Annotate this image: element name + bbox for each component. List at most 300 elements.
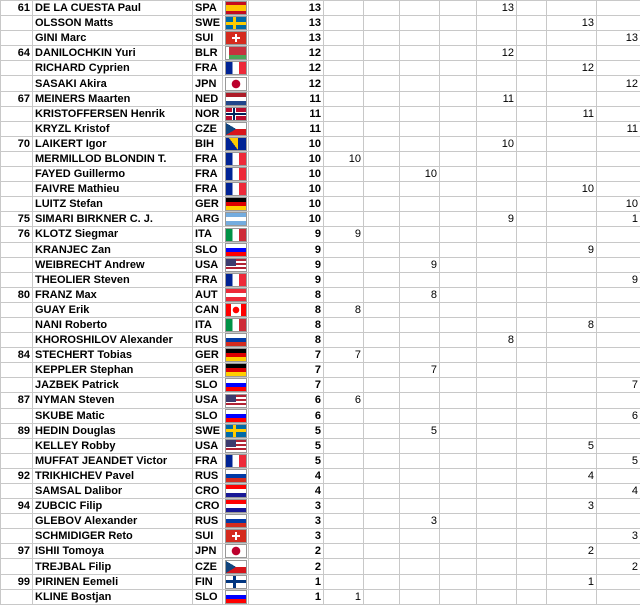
athlete-name-cell: NYMAN Steven [33, 393, 193, 408]
table-row [1, 544, 640, 559]
rank-cell: 67 [1, 91, 33, 106]
race-points-cell [440, 46, 477, 61]
flag-cell [223, 559, 249, 574]
flag-cell [223, 212, 249, 227]
athlete-name-cell: ZUBCIC Filip [33, 499, 193, 514]
race-points-cell [597, 302, 640, 317]
race-points-cell [440, 559, 477, 574]
total-points-cell: 10 [249, 212, 324, 227]
flag-cell [223, 348, 249, 363]
table-row [1, 212, 640, 227]
race-points-cell [400, 136, 440, 151]
race-points-cell [364, 453, 400, 468]
race-points-cell [324, 544, 364, 559]
race-points-cell [477, 348, 517, 363]
race-points-cell [517, 272, 547, 287]
race-points-cell [400, 559, 440, 574]
race-points-cell [364, 499, 400, 514]
race-points-cell [477, 121, 517, 136]
flag-cell [223, 468, 249, 483]
race-points-cell [517, 121, 547, 136]
race-points-cell [597, 16, 640, 31]
flag-jpn-icon [225, 544, 247, 558]
athlete-name-cell: LAIKERT Igor [33, 136, 193, 151]
total-points-cell: 12 [249, 46, 324, 61]
race-points-cell: 1 [597, 212, 640, 227]
race-points-cell [400, 46, 440, 61]
race-points-cell [477, 182, 517, 197]
athlete-name-cell: SKUBE Matic [33, 408, 193, 423]
nation-code-cell: SUI [193, 31, 223, 46]
race-points-cell [517, 197, 547, 212]
race-points-cell [440, 544, 477, 559]
race-points-cell [400, 393, 440, 408]
race-points-cell [597, 61, 640, 76]
total-points-cell: 5 [249, 423, 324, 438]
flag-sui-icon [225, 529, 247, 543]
race-points-cell [364, 529, 400, 544]
athlete-name-cell: FAIVRE Mathieu [33, 182, 193, 197]
race-points-cell [364, 182, 400, 197]
race-points-cell [440, 16, 477, 31]
rank-cell [1, 333, 33, 348]
race-points-cell [440, 197, 477, 212]
nation-code-cell: FRA [193, 272, 223, 287]
rank-cell [1, 182, 33, 197]
table-row [1, 499, 640, 514]
race-points-cell [547, 46, 597, 61]
athlete-name-cell: GLEBOV Alexander [33, 514, 193, 529]
flag-cell [223, 317, 249, 332]
flag-cell [223, 302, 249, 317]
race-points-cell [477, 453, 517, 468]
race-points-cell [477, 529, 517, 544]
race-points-cell [597, 544, 640, 559]
race-points-cell [547, 1, 597, 16]
race-points-cell [440, 408, 477, 423]
race-points-cell [517, 1, 547, 16]
table-row [1, 333, 640, 348]
race-points-cell [517, 453, 547, 468]
race-points-cell [324, 574, 364, 589]
race-points-cell [364, 106, 400, 121]
race-points-cell [517, 544, 547, 559]
race-points-cell [440, 1, 477, 16]
race-points-cell [400, 242, 440, 257]
race-points-cell [324, 46, 364, 61]
race-points-cell [400, 1, 440, 16]
race-points-cell [400, 272, 440, 287]
race-points-cell [324, 212, 364, 227]
race-points-cell [547, 136, 597, 151]
flag-cell [223, 287, 249, 302]
athlete-name-cell: NANI Roberto [33, 317, 193, 332]
nation-code-cell: GER [193, 197, 223, 212]
race-points-cell [547, 559, 597, 574]
nation-code-cell: USA [193, 438, 223, 453]
race-points-cell: 9 [547, 242, 597, 257]
flag-slo-icon [225, 378, 247, 392]
table-row [1, 559, 640, 574]
total-points-cell: 7 [249, 378, 324, 393]
total-points-cell: 1 [249, 589, 324, 604]
rank-cell [1, 242, 33, 257]
table-row [1, 423, 640, 438]
flag-cell [223, 408, 249, 423]
flag-fra-icon [225, 454, 247, 468]
race-points-cell [547, 529, 597, 544]
flag-rus-icon [225, 469, 247, 483]
race-points-cell [547, 121, 597, 136]
race-points-cell [477, 408, 517, 423]
race-points-cell [324, 272, 364, 287]
race-points-cell: 9 [597, 272, 640, 287]
table-row [1, 136, 640, 151]
table-row [1, 182, 640, 197]
flag-swe-icon [225, 16, 247, 30]
race-points-cell [547, 302, 597, 317]
race-points-cell [477, 544, 517, 559]
flag-cell [223, 272, 249, 287]
race-points-cell [364, 302, 400, 317]
table-row [1, 589, 640, 604]
race-points-cell [597, 167, 640, 182]
race-points-cell [597, 136, 640, 151]
race-points-cell [324, 31, 364, 46]
race-points-cell [477, 197, 517, 212]
race-points-cell [324, 423, 364, 438]
total-points-cell: 8 [249, 333, 324, 348]
nation-code-cell: SLO [193, 408, 223, 423]
race-points-cell [597, 438, 640, 453]
flag-arg-icon [225, 212, 247, 226]
race-points-cell: 7 [597, 378, 640, 393]
race-points-cell: 1 [547, 574, 597, 589]
rank-cell [1, 438, 33, 453]
race-points-cell [440, 363, 477, 378]
rank-cell: 64 [1, 46, 33, 61]
nation-code-cell: SWE [193, 16, 223, 31]
flag-usa-icon [225, 258, 247, 272]
flag-ger-icon [225, 348, 247, 362]
flag-ita-icon [225, 318, 247, 332]
race-points-cell [477, 559, 517, 574]
race-points-cell [517, 378, 547, 393]
athlete-name-cell: GINI Marc [33, 31, 193, 46]
race-points-cell [597, 151, 640, 166]
total-points-cell: 5 [249, 438, 324, 453]
rank-cell: 84 [1, 348, 33, 363]
table-row [1, 302, 640, 317]
race-points-cell [400, 302, 440, 317]
flag-can-icon [225, 303, 247, 317]
race-points-cell [547, 227, 597, 242]
flag-cell [223, 1, 249, 16]
flag-cell [223, 484, 249, 499]
race-points-cell [517, 423, 547, 438]
race-points-cell: 9 [400, 257, 440, 272]
race-points-cell [400, 438, 440, 453]
race-points-cell [440, 348, 477, 363]
rank-cell: 87 [1, 393, 33, 408]
race-points-cell [364, 242, 400, 257]
flag-cell [223, 453, 249, 468]
rank-cell [1, 16, 33, 31]
race-points-cell [364, 559, 400, 574]
rank-cell [1, 76, 33, 91]
race-points-cell [400, 31, 440, 46]
nation-code-cell: GER [193, 363, 223, 378]
race-points-cell [517, 167, 547, 182]
race-points-cell [547, 378, 597, 393]
flag-cell [223, 333, 249, 348]
race-points-cell [477, 514, 517, 529]
nation-code-cell: SLO [193, 589, 223, 604]
race-points-cell [517, 514, 547, 529]
flag-jpn-icon [225, 77, 247, 91]
rank-cell [1, 408, 33, 423]
race-points-cell [477, 393, 517, 408]
athlete-name-cell: FAYED Guillermo [33, 167, 193, 182]
table-row [1, 91, 640, 106]
race-points-cell [517, 46, 547, 61]
nation-code-cell: AUT [193, 287, 223, 302]
race-points-cell: 9 [324, 227, 364, 242]
race-points-cell [597, 393, 640, 408]
table-row [1, 272, 640, 287]
race-points-cell [364, 31, 400, 46]
nation-code-cell: GER [193, 348, 223, 363]
flag-sui-icon [225, 31, 247, 45]
flag-slo-icon [225, 243, 247, 257]
total-points-cell: 13 [249, 16, 324, 31]
race-points-cell [440, 212, 477, 227]
rank-cell [1, 302, 33, 317]
race-points-cell [440, 167, 477, 182]
flag-fra-icon [225, 61, 247, 75]
flag-rus-icon [225, 333, 247, 347]
race-points-cell [517, 484, 547, 499]
race-points-cell [364, 317, 400, 332]
race-points-cell [517, 589, 547, 604]
race-points-cell [400, 227, 440, 242]
table-row [1, 151, 640, 166]
race-points-cell [517, 16, 547, 31]
nation-code-cell: SLO [193, 378, 223, 393]
race-points-cell [547, 91, 597, 106]
flag-cell [223, 529, 249, 544]
race-points-cell [547, 589, 597, 604]
race-points-cell [364, 468, 400, 483]
total-points-cell: 11 [249, 106, 324, 121]
race-points-cell [517, 408, 547, 423]
race-points-cell [364, 76, 400, 91]
nation-code-cell: FRA [193, 61, 223, 76]
race-points-cell [597, 106, 640, 121]
race-points-cell [400, 453, 440, 468]
race-points-cell [400, 76, 440, 91]
race-points-cell [517, 151, 547, 166]
nation-code-cell: CRO [193, 499, 223, 514]
total-points-cell: 9 [249, 227, 324, 242]
race-points-cell [400, 408, 440, 423]
total-points-cell: 10 [249, 182, 324, 197]
race-points-cell [477, 378, 517, 393]
athlete-name-cell: KELLEY Robby [33, 438, 193, 453]
rank-cell [1, 378, 33, 393]
race-points-cell [324, 529, 364, 544]
rank-cell: 80 [1, 287, 33, 302]
nation-code-cell: FRA [193, 182, 223, 197]
table-row [1, 61, 640, 76]
race-points-cell: 8 [324, 302, 364, 317]
race-points-cell [547, 408, 597, 423]
table-row [1, 227, 640, 242]
race-points-cell: 3 [597, 529, 640, 544]
race-points-cell: 10 [324, 151, 364, 166]
total-points-cell: 10 [249, 167, 324, 182]
race-points-cell [517, 499, 547, 514]
race-points-cell [477, 438, 517, 453]
total-points-cell: 5 [249, 453, 324, 468]
race-points-cell [547, 333, 597, 348]
race-points-cell [517, 227, 547, 242]
race-points-cell [400, 121, 440, 136]
race-points-cell [324, 317, 364, 332]
rank-cell [1, 514, 33, 529]
race-points-cell [440, 514, 477, 529]
rank-cell: 89 [1, 423, 33, 438]
athlete-name-cell: FRANZ Max [33, 287, 193, 302]
nation-code-cell: BIH [193, 136, 223, 151]
rank-cell [1, 257, 33, 272]
race-points-cell [477, 287, 517, 302]
race-points-cell [517, 61, 547, 76]
race-points-cell [477, 151, 517, 166]
nation-code-cell: SPA [193, 1, 223, 16]
flag-cell [223, 31, 249, 46]
race-points-cell [324, 468, 364, 483]
nation-code-cell: NED [193, 91, 223, 106]
total-points-cell: 9 [249, 257, 324, 272]
race-points-cell [440, 121, 477, 136]
flag-cell [223, 182, 249, 197]
race-points-cell: 12 [547, 61, 597, 76]
race-points-cell [547, 31, 597, 46]
race-points-cell: 13 [597, 31, 640, 46]
total-points-cell: 7 [249, 348, 324, 363]
race-points-cell [517, 76, 547, 91]
total-points-cell: 13 [249, 1, 324, 16]
race-points-cell: 13 [547, 16, 597, 31]
race-points-cell [364, 227, 400, 242]
race-points-cell [477, 76, 517, 91]
race-points-cell [477, 227, 517, 242]
athlete-name-cell: THEOLIER Steven [33, 272, 193, 287]
rank-cell: 94 [1, 499, 33, 514]
race-points-cell [547, 514, 597, 529]
athlete-name-cell: KHOROSHILOV Alexander [33, 333, 193, 348]
race-points-cell [597, 589, 640, 604]
race-points-cell [547, 484, 597, 499]
race-points-cell [477, 106, 517, 121]
race-points-cell [517, 348, 547, 363]
total-points-cell: 11 [249, 121, 324, 136]
race-points-cell [517, 106, 547, 121]
rank-cell: 76 [1, 227, 33, 242]
flag-cell [223, 136, 249, 151]
race-points-cell [477, 484, 517, 499]
total-points-cell: 6 [249, 393, 324, 408]
table-row [1, 46, 640, 61]
race-points-cell [547, 272, 597, 287]
table-row [1, 16, 640, 31]
total-points-cell: 8 [249, 317, 324, 332]
race-points-cell [364, 91, 400, 106]
race-points-cell: 9 [477, 212, 517, 227]
race-points-cell [547, 167, 597, 182]
rank-cell [1, 106, 33, 121]
athlete-name-cell: STECHERT Tobias [33, 348, 193, 363]
race-points-cell [324, 76, 364, 91]
total-points-cell: 7 [249, 363, 324, 378]
race-points-cell [324, 242, 364, 257]
nation-code-cell: USA [193, 393, 223, 408]
table-row [1, 167, 640, 182]
race-points-cell: 10 [477, 136, 517, 151]
flag-cze-icon [225, 122, 247, 136]
race-points-cell [440, 333, 477, 348]
race-points-cell [440, 589, 477, 604]
race-points-cell [517, 287, 547, 302]
athlete-name-cell: SAMSAL Dalibor [33, 484, 193, 499]
race-points-cell [400, 61, 440, 76]
flag-cell [223, 61, 249, 76]
total-points-cell: 3 [249, 529, 324, 544]
flag-usa-icon [225, 394, 247, 408]
race-points-cell [597, 348, 640, 363]
nation-code-cell: CRO [193, 484, 223, 499]
flag-cell [223, 514, 249, 529]
race-points-cell [324, 16, 364, 31]
total-points-cell: 3 [249, 499, 324, 514]
race-points-cell [364, 484, 400, 499]
flag-cell [223, 544, 249, 559]
race-points-cell [324, 287, 364, 302]
race-points-cell [517, 468, 547, 483]
race-points-cell [400, 182, 440, 197]
athlete-name-cell: KLINE Bostjan [33, 589, 193, 604]
table-row [1, 106, 640, 121]
race-points-cell [440, 529, 477, 544]
race-points-cell [324, 559, 364, 574]
race-points-cell [440, 76, 477, 91]
table-row [1, 393, 640, 408]
race-points-cell: 5 [547, 438, 597, 453]
race-points-cell [517, 136, 547, 151]
race-points-cell [400, 378, 440, 393]
rank-cell [1, 31, 33, 46]
race-points-cell [547, 151, 597, 166]
nation-code-cell: FRA [193, 453, 223, 468]
race-points-cell [364, 574, 400, 589]
flag-cell [223, 106, 249, 121]
total-points-cell: 3 [249, 514, 324, 529]
race-points-cell [440, 438, 477, 453]
race-points-cell [364, 348, 400, 363]
nation-code-cell: CZE [193, 559, 223, 574]
race-points-cell [517, 31, 547, 46]
